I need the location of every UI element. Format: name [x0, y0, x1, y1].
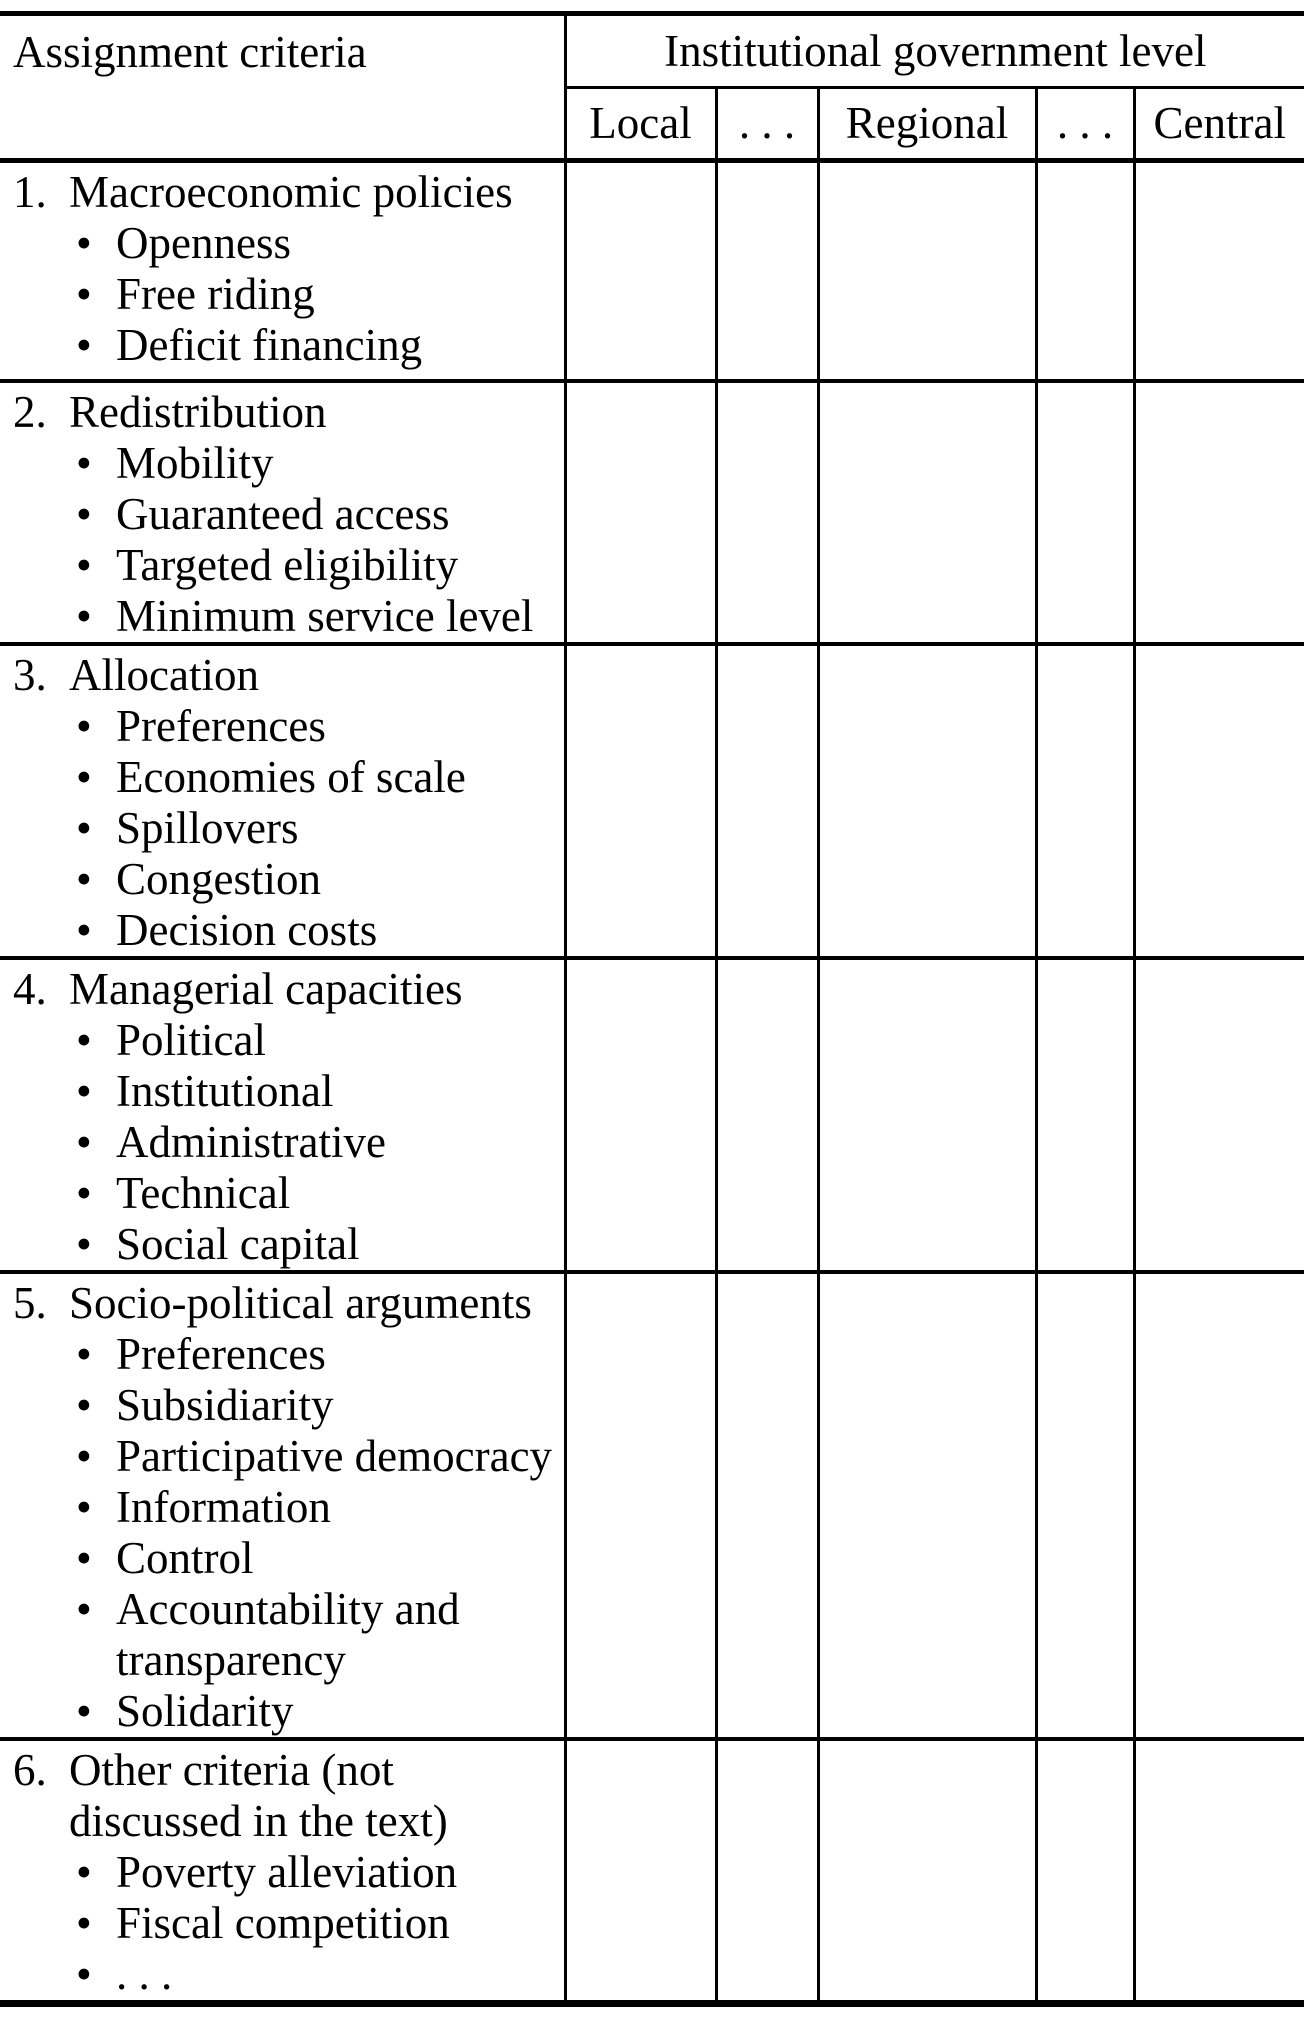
column-header-local: Local: [565, 88, 716, 161]
assignment-criteria-table: [0, 11, 1304, 2007]
bullet-item: [76, 489, 564, 540]
table-row: [0, 161, 1304, 381]
item-number: 1.: [13, 167, 47, 217]
item-number: 2.: [13, 386, 47, 437]
item-title: [69, 964, 564, 1015]
bullet-text: [116, 591, 564, 642]
bullet-text-line: Mobility: [116, 437, 274, 488]
bullet-text-line: Economies of scale: [116, 751, 466, 802]
bullet-text-line: Free riding: [116, 269, 315, 319]
column-header-regional: Regional: [818, 88, 1036, 161]
level-cell-regional: [818, 1739, 1036, 2004]
bullet-icon: •: [76, 853, 92, 904]
bullet-text-line: Preferences: [116, 700, 326, 751]
bullet-item: [76, 1533, 564, 1584]
bullet-icon: •: [76, 1685, 92, 1736]
bullet-item: [76, 1847, 564, 1898]
bullet-icon: •: [76, 1218, 92, 1269]
level-cell-local: [565, 381, 716, 644]
bullet-text-line: Participative democracy: [116, 1430, 553, 1481]
bullet-text-line: Deficit financing: [116, 320, 423, 370]
bullet-item: [76, 1431, 564, 1482]
bullet-text: [116, 1117, 564, 1168]
level-cell-regional: [818, 381, 1036, 644]
bullet-text: [116, 905, 564, 956]
level-cell-ellipsis-1: [716, 381, 818, 644]
item-title-line: Managerial capacities: [69, 963, 463, 1014]
bullet-text: [116, 218, 564, 269]
bullet-text: [116, 1066, 564, 1117]
bullet-item: [76, 752, 564, 803]
level-cell-ellipsis-1: [716, 644, 818, 958]
bullet-item: [76, 905, 564, 956]
bullet-text-line: Solidarity: [116, 1685, 294, 1736]
bullet-text: [116, 701, 564, 752]
bullet-text-line: Fiscal competition: [116, 1897, 450, 1948]
bullet-text: [116, 1847, 564, 1898]
bullet-item: [76, 540, 564, 591]
item-title-line: Socio-political arguments: [69, 1277, 532, 1328]
bullet-text-line: Preferences: [116, 1328, 326, 1379]
level-cell-local: [565, 644, 716, 958]
bullet-item: [76, 1066, 564, 1117]
bullet-icon: •: [76, 320, 92, 370]
item-title: [69, 1745, 564, 1847]
bullet-text-line: Technical: [116, 1167, 291, 1218]
level-cell-central: [1134, 1272, 1304, 1739]
level-cell-ellipsis-2: [1036, 161, 1134, 381]
item-number: 4.: [13, 963, 47, 1014]
column-header-assignment-criteria: Assignment criteria: [0, 14, 565, 161]
level-cell-central: [1134, 161, 1304, 381]
bullet-text-line: Minimum service level: [116, 590, 534, 641]
bullet-text-line: Accountability and: [116, 1583, 460, 1634]
level-cell-local: [565, 958, 716, 1272]
level-cell-ellipsis-1: [716, 1739, 818, 2004]
bullet-item: [76, 1949, 564, 2000]
table-row: [0, 381, 1304, 644]
bullet-text: [116, 438, 564, 489]
criteria-cell: [0, 161, 565, 381]
level-cell-ellipsis-2: [1036, 644, 1134, 958]
bullet-item: [76, 218, 564, 269]
column-header-ellipsis-2: . . .: [1036, 88, 1134, 161]
bullet-text: [116, 803, 564, 854]
table-row: [0, 1272, 1304, 1739]
bullet-icon: •: [76, 1328, 92, 1379]
level-cell-ellipsis-2: [1036, 958, 1134, 1272]
bullet-text: [116, 1431, 564, 1482]
level-cell-ellipsis-2: [1036, 1739, 1134, 2004]
criteria-cell: [0, 1272, 565, 1739]
bullet-icon: •: [76, 1065, 92, 1116]
bullet-text: [116, 1482, 564, 1533]
bullet-text-line: Political: [116, 1014, 266, 1065]
bullet-text-line: Subsidiarity: [116, 1379, 334, 1430]
bullet-icon: •: [76, 1014, 92, 1065]
bullet-item: [76, 1329, 564, 1380]
bullet-item: [76, 1380, 564, 1431]
bullet-text: [116, 1949, 564, 2000]
bullet-icon: •: [76, 539, 92, 590]
bullet-text: [116, 1168, 564, 1219]
item-title: [69, 167, 564, 218]
item-title-line: Other criteria (not: [69, 1744, 394, 1795]
bullet-icon: •: [76, 1846, 92, 1897]
bullet-item: [76, 1482, 564, 1533]
level-cell-ellipsis-1: [716, 958, 818, 1272]
bullet-item: [76, 1898, 564, 1949]
level-cell-regional: [818, 1272, 1036, 1739]
bullet-text: [116, 540, 564, 591]
item-title: [69, 650, 564, 701]
bullet-item: [76, 701, 564, 752]
bullet-item: [76, 320, 564, 371]
bullet-text: [116, 1533, 564, 1584]
level-cell-central: [1134, 958, 1304, 1272]
column-header-central: Central: [1134, 88, 1304, 161]
level-cell-ellipsis-1: [716, 1272, 818, 1739]
bullet-text: [116, 1219, 564, 1270]
bullet-icon: •: [76, 1897, 92, 1948]
item-title-line: Macroeconomic policies: [69, 167, 513, 217]
bullet-text-line: Administrative: [116, 1116, 386, 1167]
bullet-icon: •: [76, 1481, 92, 1532]
bullet-text-line: Guaranteed access: [116, 488, 450, 539]
level-cell-central: [1134, 644, 1304, 958]
bullet-text-line: Targeted eligibility: [116, 539, 459, 590]
bullet-item: [76, 854, 564, 905]
bullet-text-line: transparency: [116, 1634, 346, 1685]
bullet-icon: •: [76, 590, 92, 641]
bullet-item: [76, 1117, 564, 1168]
bullet-icon: •: [76, 437, 92, 488]
bullet-icon: •: [76, 700, 92, 751]
level-cell-regional: [818, 161, 1036, 381]
criteria-cell: [0, 381, 565, 644]
item-title: [69, 1278, 564, 1329]
bullet-text: [116, 489, 564, 540]
bullet-item: [76, 591, 564, 642]
item-number: 3.: [13, 649, 47, 700]
table-row: [0, 1739, 1304, 2004]
level-cell-ellipsis-1: [716, 161, 818, 381]
bullet-text: [116, 1380, 564, 1431]
bullet-icon: •: [76, 1583, 92, 1634]
table-row: [0, 644, 1304, 958]
bullet-text: [116, 1329, 564, 1380]
level-cell-ellipsis-2: [1036, 381, 1134, 644]
bullet-icon: •: [76, 802, 92, 853]
bullet-icon: •: [76, 218, 92, 268]
bullet-item: [76, 1015, 564, 1066]
criteria-cell: [0, 958, 565, 1272]
bullet-text: [116, 1686, 564, 1737]
bullet-text: [116, 854, 564, 905]
level-cell-ellipsis-2: [1036, 1272, 1134, 1739]
bullet-text: [116, 269, 564, 320]
bullet-text-line: Information: [116, 1481, 331, 1532]
item-title-line: discussed in the text): [69, 1795, 448, 1846]
bullet-text-line: Institutional: [116, 1065, 334, 1116]
item-title: [69, 387, 564, 438]
bullet-icon: •: [76, 488, 92, 539]
bullet-text-line: Poverty alleviation: [116, 1846, 458, 1897]
bullet-icon: •: [76, 1116, 92, 1167]
bullet-text-line: Decision costs: [116, 904, 378, 955]
bullet-text: [116, 1898, 564, 1949]
bullet-item: [76, 438, 564, 489]
bullet-icon: •: [76, 1948, 92, 1999]
bullet-text: [116, 320, 564, 371]
bullet-item: [76, 1686, 564, 1737]
level-cell-central: [1134, 1739, 1304, 2004]
level-cell-local: [565, 1739, 716, 2004]
bullet-icon: •: [76, 1379, 92, 1430]
level-cell-local: [565, 161, 716, 381]
bullet-text: [116, 1584, 564, 1686]
item-title-line: Allocation: [69, 649, 259, 700]
bullet-text-line: Spillovers: [116, 802, 299, 853]
bullet-icon: •: [76, 1167, 92, 1218]
header-row-group: [0, 14, 1304, 88]
column-group-header-institutional-government-level: Institutional government level: [565, 14, 1304, 88]
bullet-icon: •: [76, 751, 92, 802]
criteria-cell: [0, 644, 565, 958]
level-cell-regional: [818, 958, 1036, 1272]
bullet-text-line: Control: [116, 1532, 254, 1583]
bullet-item: [76, 1584, 564, 1686]
bullet-icon: •: [76, 269, 92, 319]
bullet-item: [76, 1219, 564, 1270]
bullet-text: [116, 1015, 564, 1066]
level-cell-regional: [818, 644, 1036, 958]
bullet-text-line: . . .: [116, 1948, 173, 1999]
level-cell-central: [1134, 381, 1304, 644]
bullet-text-line: Social capital: [116, 1218, 360, 1269]
bullet-icon: •: [76, 1532, 92, 1583]
bullet-text-line: Openness: [116, 218, 291, 268]
item-title-line: Redistribution: [69, 386, 327, 437]
criteria-cell: [0, 1739, 565, 2004]
column-header-ellipsis-1: . . .: [716, 88, 818, 161]
bullet-item: [76, 803, 564, 854]
table-row: [0, 958, 1304, 1272]
bullet-icon: •: [76, 1430, 92, 1481]
level-cell-local: [565, 1272, 716, 1739]
bullet-text-line: Congestion: [116, 853, 322, 904]
bullet-item: [76, 1168, 564, 1219]
bullet-item: [76, 269, 564, 320]
item-number: 5.: [13, 1277, 47, 1328]
bullet-text: [116, 752, 564, 803]
item-number: 6.: [13, 1744, 47, 1795]
bullet-icon: •: [76, 904, 92, 955]
